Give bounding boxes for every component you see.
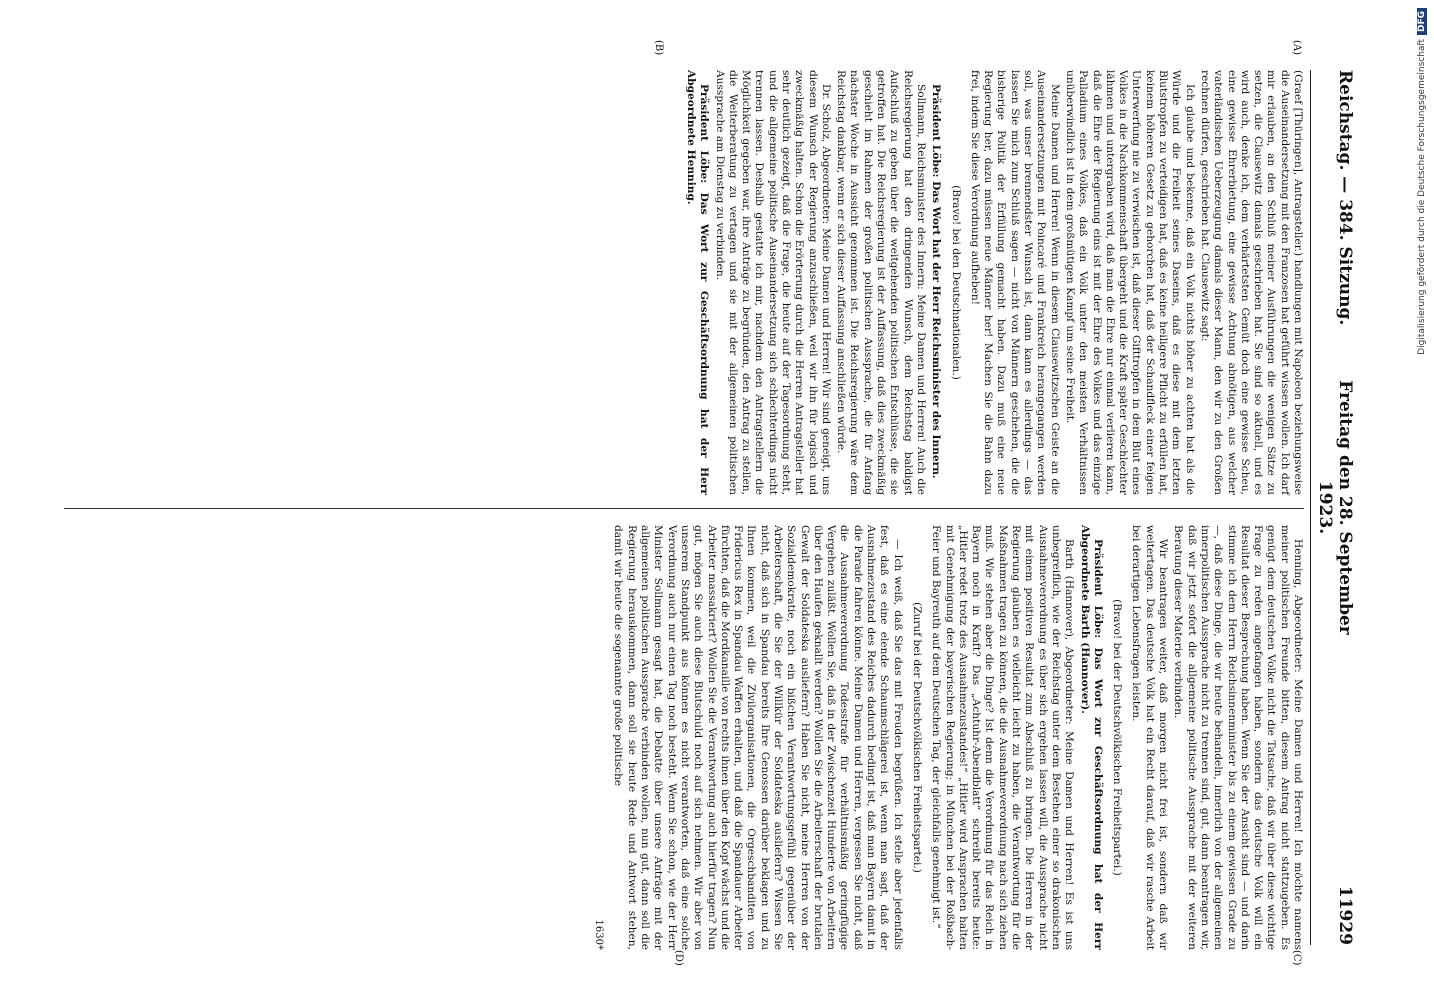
reaction: (Bravo! bei den Deutschnationalen.) — [949, 185, 962, 380]
reaction: (Zuruf bei der Deutschvölkischen Freiheitspartei.) — [910, 602, 923, 873]
quote-paragraph: Ich glaube und bekenne, daß ein Volk nichts höher zu achten hat als die Würde und die Freiheit seines Daseins, daß es diese mit dem letzten Blutstropfen zu verteidigen hat, daß es keine heiligere Pflicht zu erfüllen hat, keinem höheren Gesetz zu gehorchen hat, daß der Schandfleck einer feigen Unterwerfung nie zu verwischen ist, daß dieser Gifttropfen in dem Blut eines Volkes in die Nachkommenschaft übergeht und die Kraft später Geschlechter lähmen und untergraben wird, daß man die Ehre nur einmal verlieren kann, daß die Ehre der Regierung eins ist mit der Ehre des Volkes und das einzige Palladium eines Volkes, daß ein Volk unter den meisten Verhältnissen unüberwindlich ist in dem großmütigen Kampf um seine Freiheit. — [1063, 70, 1196, 495]
president-statement: Präsident Löbe: Das Wort hat der Herr Reichsminister des Innern. — [930, 84, 943, 479]
left-column — [682, 70, 1304, 495]
dfg-logo: DFG — [1417, 8, 1427, 35]
speech-henning: Henning, Abgeordneter: Meine Damen und Herren! Ich möchte namens meiner politischen Freunde bitten, diesem Antrag nicht stattzugeben. Es genügt dem deutschen Volke nicht die Tatsache, daß wir über diese wichtige Frage zu reden angefangen haben, sondern das deutsche Volk will ein Resultat dieser Besprechung haben. Wenn Sie der Ansicht sind — und darin stimme ich dem Herrn Reichsinnenminister bis zu einem gewissen Grade zu —, daß diese Dinge, die wir heute behandeln, innerlich von der allgemeinen innerpolitischen Aussprache nicht zu trennen sind, gut, dann beantragen wir, daß wir jetzt sofort die allgemeine politische Aussprache mit der weiteren Beratung dieser Materie verbinden. — [1172, 525, 1304, 950]
dfg-sidebar — [1412, 8, 1432, 988]
column-divider — [64, 508, 1304, 509]
print-signature: 1630* — [593, 919, 605, 950]
paragraph: (Graef [Thüringen], Antragsteller.) handlungen mit Napoleon beziehungsweise die Auseinandersetzung mit den Franzosen hat geführt wissen wollen. Ich darf mir erlauben, an den Schluß meiner Ausführungen die wenigen Sätze zu setzen, die Clausewitz damals geschrieben hat. Sie sind so aktuell, und es wird auch, denke ich, dem verhärtetsten Gemüt doch eine gewisse Scheu, eine gewisse Ehrerbietung, eine gewisse Achtung abnötigen, aus welcher vaterländischen Ueberzeugung damals dieser Mann, den wir zu den Großen rechnen dürfen, geschrieben hat. Clausewitz sagt: — [1198, 70, 1304, 495]
speech-sollmann: Sollmann, Reichsminister des Innern: Meine Damen und Herren! Auch die Reichsregierung hat den dringenden Wunsch, dem Reichstag baldigst Aufschluß zu geben über die weitgehenden politischen Entschlüsse, die sie getroffen hat. Die Reichsregierung ist der Auffassung, daß dies zweckmäßig geschieht im Rahmen der großen politischen Aussprache, die für Anfang nächster Woche in Aussicht genommen ist. Die Reichsregierung wäre dem Reichstag dankbar, wenn er sich dieser Auffassung anschließen würde. — [835, 70, 927, 495]
margin-mark-c: (C) — [1291, 950, 1302, 966]
page-number: 11929 — [1335, 885, 1355, 946]
speech-scholz: Dr. Scholz, Abgeordneter: Meine Damen und Herren! Wir sind geneigt, uns diesem Wunsch der Regierung anzuschließen, weil wir ihn für logisch und zweckmäßig halten. Schon die Erörterung durch die Herren Antragsteller hat sehr deutlich gezeigt, daß die Frage, die heute auf der Tagesordnung steht, und die allgemeine politische Auseinandersetzung sich schlechterdings nicht trennen lassen. Deshalb gestatte ich mir, nachdem den Antragstellern die Möglichkeit gegeben war, ihre Anträge zu begründen, den Antrag zu stellen, die Weiterberatung zu vertagen und sie mit der allgemeinen politischen Aussprache am Dienstag zu verbinden. — [713, 70, 832, 495]
paragraph: Meine Damen und Herren! Wenn in diesem Clausewitzschen Geiste an die Auseinandersetzungen mit Poincaré und Frankreich herangegangen werden soll, was unser brennendster Wunsch ist, dann kann es allerdings — das lassen Sie mich zum Schluß sagen — nicht von Männern geschehen, die die bisherige Politik der Erfüllung gemacht haben. Dazu muß eine neue Regierung her, dazu müssen neue Männer her! Machen Sie die Bahn dazu frei, indem Sie diese Verordnung aufheben! — [968, 70, 1061, 495]
right-column — [592, 525, 1304, 950]
margin-mark-a: (A) — [1291, 40, 1302, 56]
president-statement: Präsident Löbe: Das Wort zur Geschäftsordnung hat der Herr Abgeordnete Barth (Hannover). — [1078, 525, 1104, 950]
page-body — [64, 40, 1304, 966]
reaction: (Bravo! bei der Deutschvölkischen Freiheitspartei.) — [1111, 599, 1124, 876]
president-statement: Präsident Löbe: Das Wort zur Geschäftsordnung hat der Herr Abgeordnete Henning. — [684, 70, 711, 495]
margin-mark-b: (B) — [653, 40, 664, 56]
margin-mark-d: (D) — [673, 950, 684, 966]
dfg-credit: Digitalisierung gefördert durch die Deutsche Forschungsgemeinschaft — [1417, 39, 1427, 355]
page-header — [1310, 70, 1355, 945]
header-center: Freitag den 28. September 1923. — [1315, 380, 1355, 635]
paragraph: — Ich weiß, daß Sie das mit Freuden begrüßen. Ich stelle aber jedenfalls fest, daß es eine elende Schaumschlägerei ist, wenn man sagt, daß der Ausnahmezustand des Reiches dadurch bedingt ist, daß man Bayern damit in die Parade fahren könne. Meine Damen und Herren, vergessen Sie nicht, daß die Ausnahmeverordnung Todesstrafe für verhältnismäßig geringfügige Vergehen zuläßt. Wollen Sie, daß in der Zwischenzeit Hunderte von Arbeitern über den Haufen geknallt werden? Wollen Sie die Arbeiterschaft der brutalen Gewalt der Soldateska ausliefern? Haben Sie nicht, meine Herren von der Sozialdemokratie, noch ein bißchen Verantwortungsgefühl gegenüber der Arbeiterschaft, die Sie der Willkür der Soldateska ausliefern? Wissen Sie nicht, daß sich in Spandau bereits Ihre Genossen darüber beklagen und zu Ihnen kommen, weil die Zivilorganisationen, die Orgeschbanditen von Fridericus Rex in Spandau Waffen erhalten, und daß die Spandauer Arbeiter fürchten, daß die Mordkanaille von rechts ihnen über den Kopf wächst und die Arbeiter massakriert? Wollen Sie die Verantwortung auch hierfür tragen? Nun gut, mögen Sie auch diese Blutschuld noch auf sich nehmen. Wir aber von unserem Standpunkt aus können es nicht verantworten, daß eine solche Verordnung auch nur einen Tag noch besteht. Wenn Sie schon, wie der Herr Minister Sollmann gesagt hat, die Debatte über unsere Anträge mit der allgemeinen politischen Aussprache verbinden wollen, nun gut, dann soll die Regierung herauskommen, dann soll sie heute Rede und Antwort stehen, damit wir heute die sogenannte große politische — [612, 525, 904, 950]
paragraph: Wir beantragen weiter, daß morgen nicht frei ist, sondern daß wir weitertagen. Das deutsche Volk hat ein Recht darauf, daß wir rasche Arbeit bei derartigen Lebensfragen leisten. — [1130, 525, 1170, 950]
header-left: Reichstag. — 384. Sitzung. — [1335, 70, 1355, 326]
speech-barth: Barth (Hannover), Abgeordneter: Meine Damen und Herren! Es ist uns unbegreiflich, wie der Reichstag unter dem Bestehen einer so drakonischen Ausnahmeverordnung es über sich ergehen lassen will, die Aussprache nicht mit einem positiven Resultat zum Abschluß zu bringen. Die Herren in der Regierung glauben es vielleicht leicht zu haben, die Verantwortung für die Maßnahmen tragen zu können, die die Ausnahmeverordnung nach sich ziehen muß. Wie stehen aber die Dinge? Ist denn die Verordnung für das Reich in Bayern noch in Kraft? Das „Achtuhr-Abendblatt“ schreibt bereits heute: „Hitler redet trotz des Ausnahmezustandes!“ „Hitler wird Ansprachen halten mit Genehmigung der bayerischen Regierung; in München bei der Roßbach-Feier und Bayreuth auf dem Deutschen Tag, der gleichfalls genehmigt ist.“ — [930, 525, 1076, 950]
